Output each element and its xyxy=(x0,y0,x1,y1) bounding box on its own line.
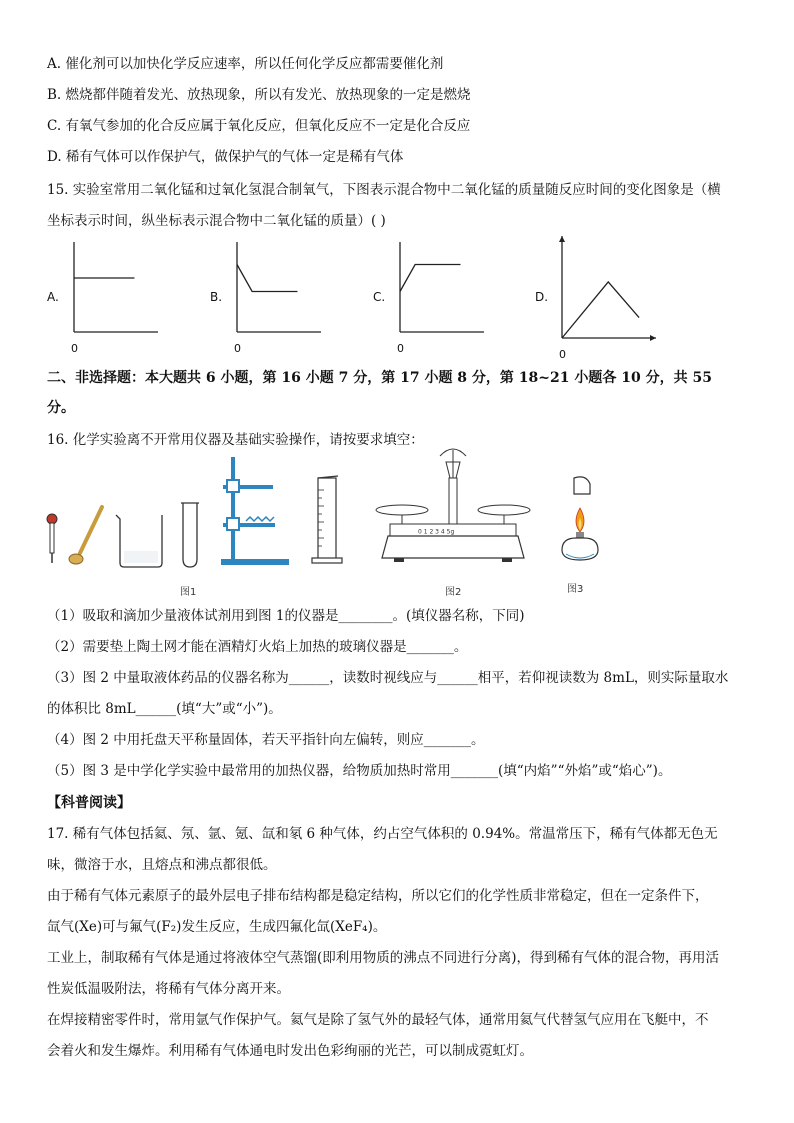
chart-b-label: B. xyxy=(210,290,223,304)
chart-c xyxy=(386,238,496,358)
dropper-icon xyxy=(47,514,57,563)
spoon-icon xyxy=(69,507,102,564)
chart-d-label: D. xyxy=(535,290,549,304)
chart-d xyxy=(548,232,668,364)
test-tube-icon xyxy=(181,503,199,567)
q16-part1: （1）吸取和滴加少量液体试剂用到图 1的仪器是________。(填仪器名称，下同) xyxy=(47,608,525,624)
reading-line6: 性炭低温吸附法，将稀有气体分离开来。 xyxy=(47,981,290,997)
reading-title: 【科普阅读】 xyxy=(47,795,131,811)
reading-line5: 工业上，制取稀有气体是通过将液体空气蒸馏(即利用物质的沸点不同进行分离)，得到稀有气体的混合物，再用活 xyxy=(47,950,720,966)
figure-1-caption: 图1 xyxy=(180,587,197,598)
section2-heading-line1: 二、非选择题：本大题共 6 小题，第 16 小题 7 分，第 17 小题 8 分，第 18~21 小题各 10 分，共 55 xyxy=(47,370,712,386)
reading-line2: 味，微溶于水，且熔点和沸点都很低。 xyxy=(47,857,277,873)
figure-3-caption: 图3 xyxy=(567,584,584,595)
q16-stem: 16. 化学实验离不开常用仪器及基础实验操作，请按要求填空： xyxy=(47,432,424,448)
figure-2-caption: 图2 xyxy=(445,587,462,598)
reading-line1: 17. 稀有气体包括氦、氖、氩、氪、氙和氡 6 种气体，约占空气体积的 0.94%。常温常压下，稀有气体都无色无 xyxy=(47,826,718,842)
origin-label: 0 xyxy=(397,342,404,355)
origin-label: 0 xyxy=(71,342,78,355)
chart-b xyxy=(223,238,333,358)
graduated-cylinder-icon xyxy=(312,476,342,563)
figure-3-alcohol-lamp xyxy=(550,472,610,572)
reading-line8: 会着火和发生爆炸。利用稀有气体通电时发出色彩绚丽的光芒，可以制成霓虹灯。 xyxy=(47,1043,533,1059)
chart-a xyxy=(60,238,170,358)
series-line xyxy=(237,265,297,292)
section2-heading-line2: 分。 xyxy=(47,400,75,416)
chart-a-label: A. xyxy=(47,290,59,304)
figure-1-apparatus xyxy=(40,455,300,575)
q16-part5: （5）图 3 是中学化学实验中最常用的加热仪器，给物质加热时常用_______(填“内焰”“外焰”或“焰心”)。 xyxy=(47,763,672,779)
figure-2-apparatus xyxy=(310,440,540,575)
reading-line7: 在焊接精密零件时，常用氩气作保护气。氦气是除了氢气外的最轻气体，通常用氦气代替氢气应用在飞艇中，不 xyxy=(47,1012,709,1028)
balance-icon xyxy=(376,449,530,562)
reading-line4: 氙气(Xe)可与氟气(F₂)发生反应，生成四氟化氙(XeF₄)。 xyxy=(47,919,387,935)
x-axis-arrow xyxy=(650,335,656,341)
q16-part4: （4）图 2 中用托盘天平称量固体，若天平指针向左偏转，则应_______。 xyxy=(47,732,485,748)
reading-line3: 由于稀有气体元素原子的最外层电子排布结构都是稳定结构，所以它们的化学性质非常稳定，但在一定条件下， xyxy=(47,888,709,904)
chart-c-label: C. xyxy=(373,290,386,304)
q16-part3-line1: （3）图 2 中量取液体药品的仪器名称为______，读数时视线应与______相平，若仰视读数为 8mL，则实际量取水 xyxy=(47,670,729,686)
q15-stem-line2: 坐标表示时间，纵坐标表示混合物中二氧化锰的质量）( ) xyxy=(47,213,386,229)
q16-part2: （2）需要垫上陶土网才能在酒精灯火焰上加热的玻璃仪器是_______。 xyxy=(47,639,468,655)
balance-scale-marks: 0 1 2 3 4 5g xyxy=(418,528,455,536)
origin-label: 0 xyxy=(559,348,566,361)
origin-label: 0 xyxy=(234,342,241,355)
q14-option-a: A. 催化剂可以加快化学反应速率，所以任何化学反应都需要催化剂 xyxy=(47,56,444,72)
series-line xyxy=(562,282,639,338)
iron-stand-icon xyxy=(221,457,289,565)
q14-option-b: B. 燃烧都伴随着发光、放热现象，所以有发光、放热现象的一定是燃烧 xyxy=(47,87,471,103)
y-axis-arrow xyxy=(559,236,565,242)
q16-part3-line2: 的体积比 8mL______(填“大”或“小”)。 xyxy=(47,701,282,717)
q15-stem-line1: 15. 实验室常用二氧化锰和过氧化氢混合制氧气，下图表示混合物中二氧化锰的质量随反应时间的变化图象是（横 xyxy=(47,182,721,198)
q14-option-d: D. 稀有气体可以作保护气，做保护气的气体一定是稀有气体 xyxy=(47,149,404,165)
series-line xyxy=(400,265,460,292)
beaker-icon xyxy=(116,515,162,567)
q14-option-c: C. 有氧气参加的化合反应属于氧化反应，但氧化反应不一定是化合反应 xyxy=(47,118,471,134)
